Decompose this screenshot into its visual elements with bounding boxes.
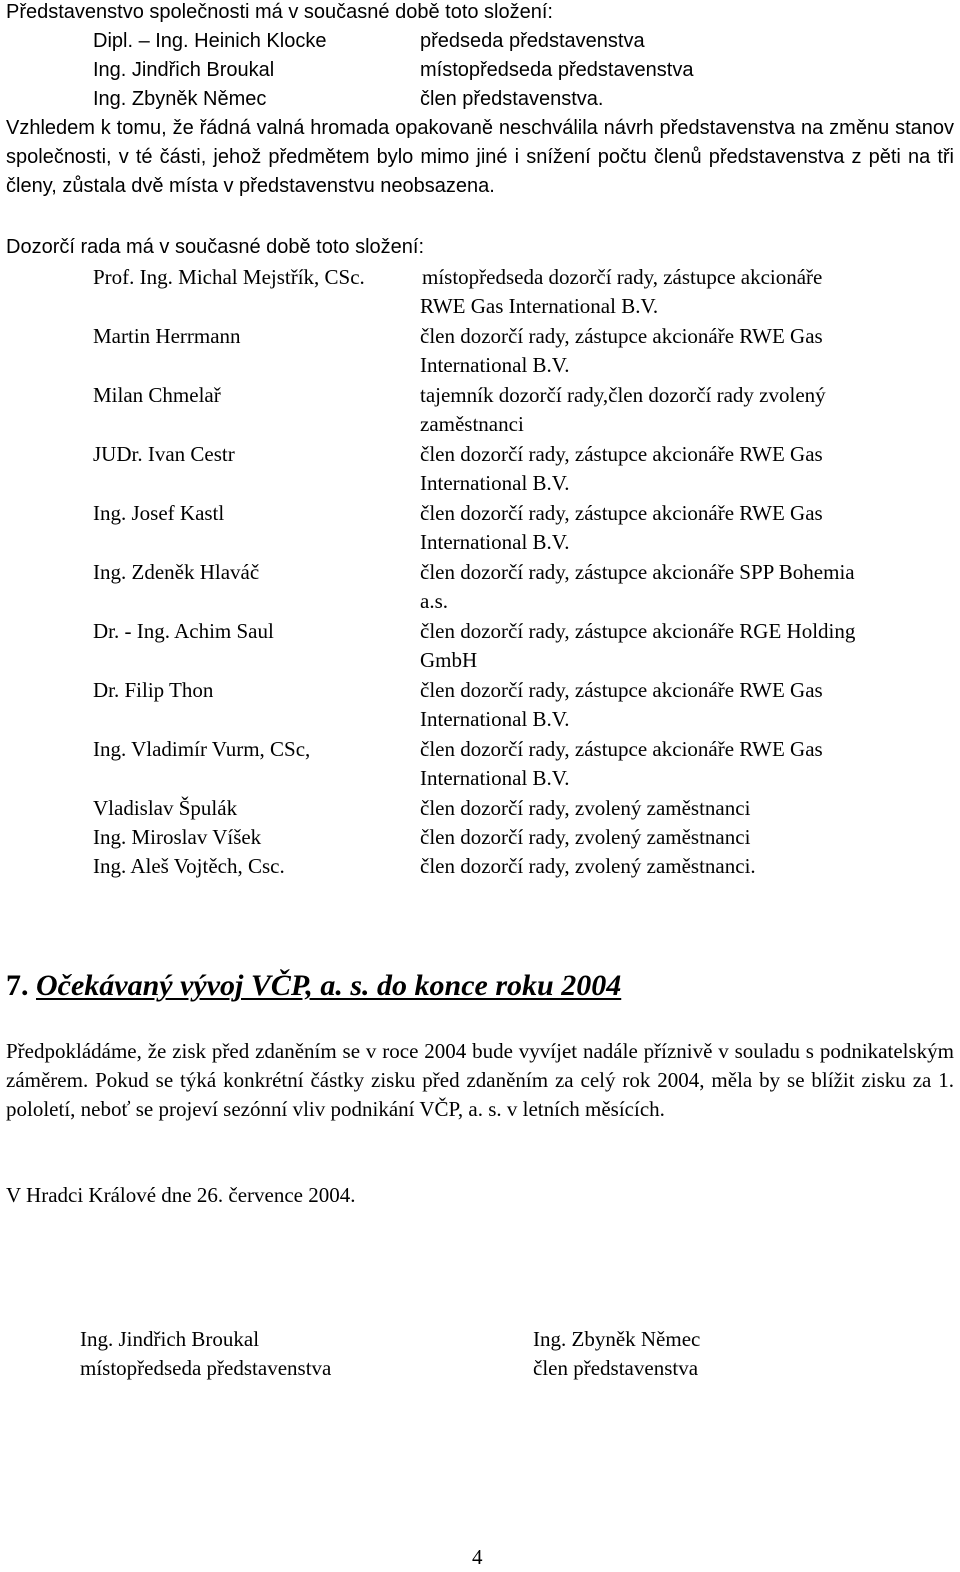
supervisory-member-role: místopředseda dozorčí rady, zástupce akcionáře xyxy=(422,265,823,289)
section-number: 7. xyxy=(6,969,29,1002)
supervisory-member-role: člen dozorčí rady, zástupce akcionáře RWE Gas xyxy=(420,501,823,525)
board-member-role: místopředseda představenstva xyxy=(420,59,694,81)
supervisory-member-role: člen dozorčí rady, zástupce akcionáře RWE Gas xyxy=(420,442,823,466)
board-member-name: Dipl. – Ing. Heinich Klocke xyxy=(93,30,327,52)
section-heading xyxy=(6,968,621,1004)
signature-title: místopředseda představenstva xyxy=(80,1356,332,1380)
supervisory-member-name: Prof. Ing. Michal Mejstřík, CSc. xyxy=(93,265,365,289)
signature-name: Ing. Jindřich Broukal xyxy=(80,1327,260,1351)
supervisory-member-role: člen dozorčí rady, zvolený zaměstnanci xyxy=(420,825,751,849)
supervisory-member-name: Martin Herrmann xyxy=(93,324,241,348)
supervisory-member-role-cont: RWE Gas International B.V. xyxy=(420,294,659,318)
supervisory-member-role-cont: zaměstnanci xyxy=(420,412,524,436)
supervisory-intro: Dozorčí rada má v současné době toto složení: xyxy=(6,236,425,258)
supervisory-member-name: Ing. Vladimír Vurm, CSc, xyxy=(93,737,311,761)
supervisory-member-name: Vladislav Špulák xyxy=(93,796,238,820)
supervisory-member-name: Ing. Josef Kastl xyxy=(93,501,225,525)
supervisory-member-role-cont: International B.V. xyxy=(420,471,570,495)
supervisory-member-name: Ing. Aleš Vojtěch, Csc. xyxy=(93,854,285,878)
supervisory-member-name: Ing. Miroslav Víšek xyxy=(93,825,262,849)
board-intro: Představenstvo společnosti má v současné době toto složení: xyxy=(6,1,553,23)
board-member-name: Ing. Jindřich Broukal xyxy=(93,59,275,81)
supervisory-member-name: JUDr. Ivan Cestr xyxy=(93,442,235,466)
supervisory-member-name: Dr. Filip Thon xyxy=(93,678,214,702)
supervisory-member-role-cont: GmbH xyxy=(420,648,478,672)
page-number: 4 xyxy=(472,1545,483,1569)
section-paragraph: Předpokládáme, že zisk před zdaněním se v roce 2004 bude vyvíjet nadále příznivě v souladu s podnikatelským záměrem. Pokud se týká konkrétní částky zisku před zdaněním za celý rok 2004, měla by se blížit zisku za 1. pololetí, neboť se projeví sezónní vliv podnikání VČP, a. s. v letních měsících. xyxy=(6,1039,954,1121)
supervisory-member-role-cont: International B.V. xyxy=(420,707,570,731)
board-member-role: předseda představenstva xyxy=(420,30,645,52)
board-member-role: člen představenstva. xyxy=(420,88,604,110)
supervisory-member-role: člen dozorčí rady, zástupce akcionáře RWE Gas xyxy=(420,678,823,702)
supervisory-member-role: člen dozorčí rady, zástupce akcionáře RGE Holding xyxy=(420,619,856,643)
supervisory-member-role: tajemník dozorčí rady,člen dozorčí rady zvolený xyxy=(420,383,826,407)
supervisory-member-role: člen dozorčí rady, zvolený zaměstnanci. xyxy=(420,854,756,878)
supervisory-member-role-cont: a.s. xyxy=(420,589,448,613)
supervisory-member-name: Ing. Zdeněk Hlaváč xyxy=(93,560,260,584)
supervisory-member-role: člen dozorčí rady, zástupce akcionáře RWE Gas xyxy=(420,324,823,348)
supervisory-member-role-cont: International B.V. xyxy=(420,766,570,790)
board-note: Vzhledem k tomu, že řádná valná hromada opakovaně neschválila návrh představenstva na změnu stanov společnosti, v té části, jehož předmětem bylo mimo jiné i snížení počtu členů představenstva z pěti na tři členy, zůstala dvě místa v představenstvu neobsazena. xyxy=(6,117,954,197)
place-date: V Hradci Králové dne 26. července 2004. xyxy=(6,1183,356,1207)
section-title: Očekávaný vývoj VČP, a. s. do konce roku 2004 xyxy=(36,969,622,1002)
signature-title: člen představenstva xyxy=(533,1356,699,1380)
supervisory-member-role: člen dozorčí rady, zvolený zaměstnanci xyxy=(420,796,751,820)
supervisory-member-name: Dr. - Ing. Achim Saul xyxy=(93,619,274,643)
supervisory-member-role: člen dozorčí rady, zástupce akcionáře SPP Bohemia xyxy=(420,560,855,584)
supervisory-member-name: Milan Chmelař xyxy=(93,383,221,407)
signature-name: Ing. Zbyněk Němec xyxy=(533,1327,701,1351)
supervisory-member-role-cont: International B.V. xyxy=(420,530,570,554)
board-member-name: Ing. Zbyněk Němec xyxy=(93,88,267,110)
supervisory-member-role: člen dozorčí rady, zástupce akcionáře RWE Gas xyxy=(420,737,823,761)
supervisory-member-role-cont: International B.V. xyxy=(420,353,570,377)
